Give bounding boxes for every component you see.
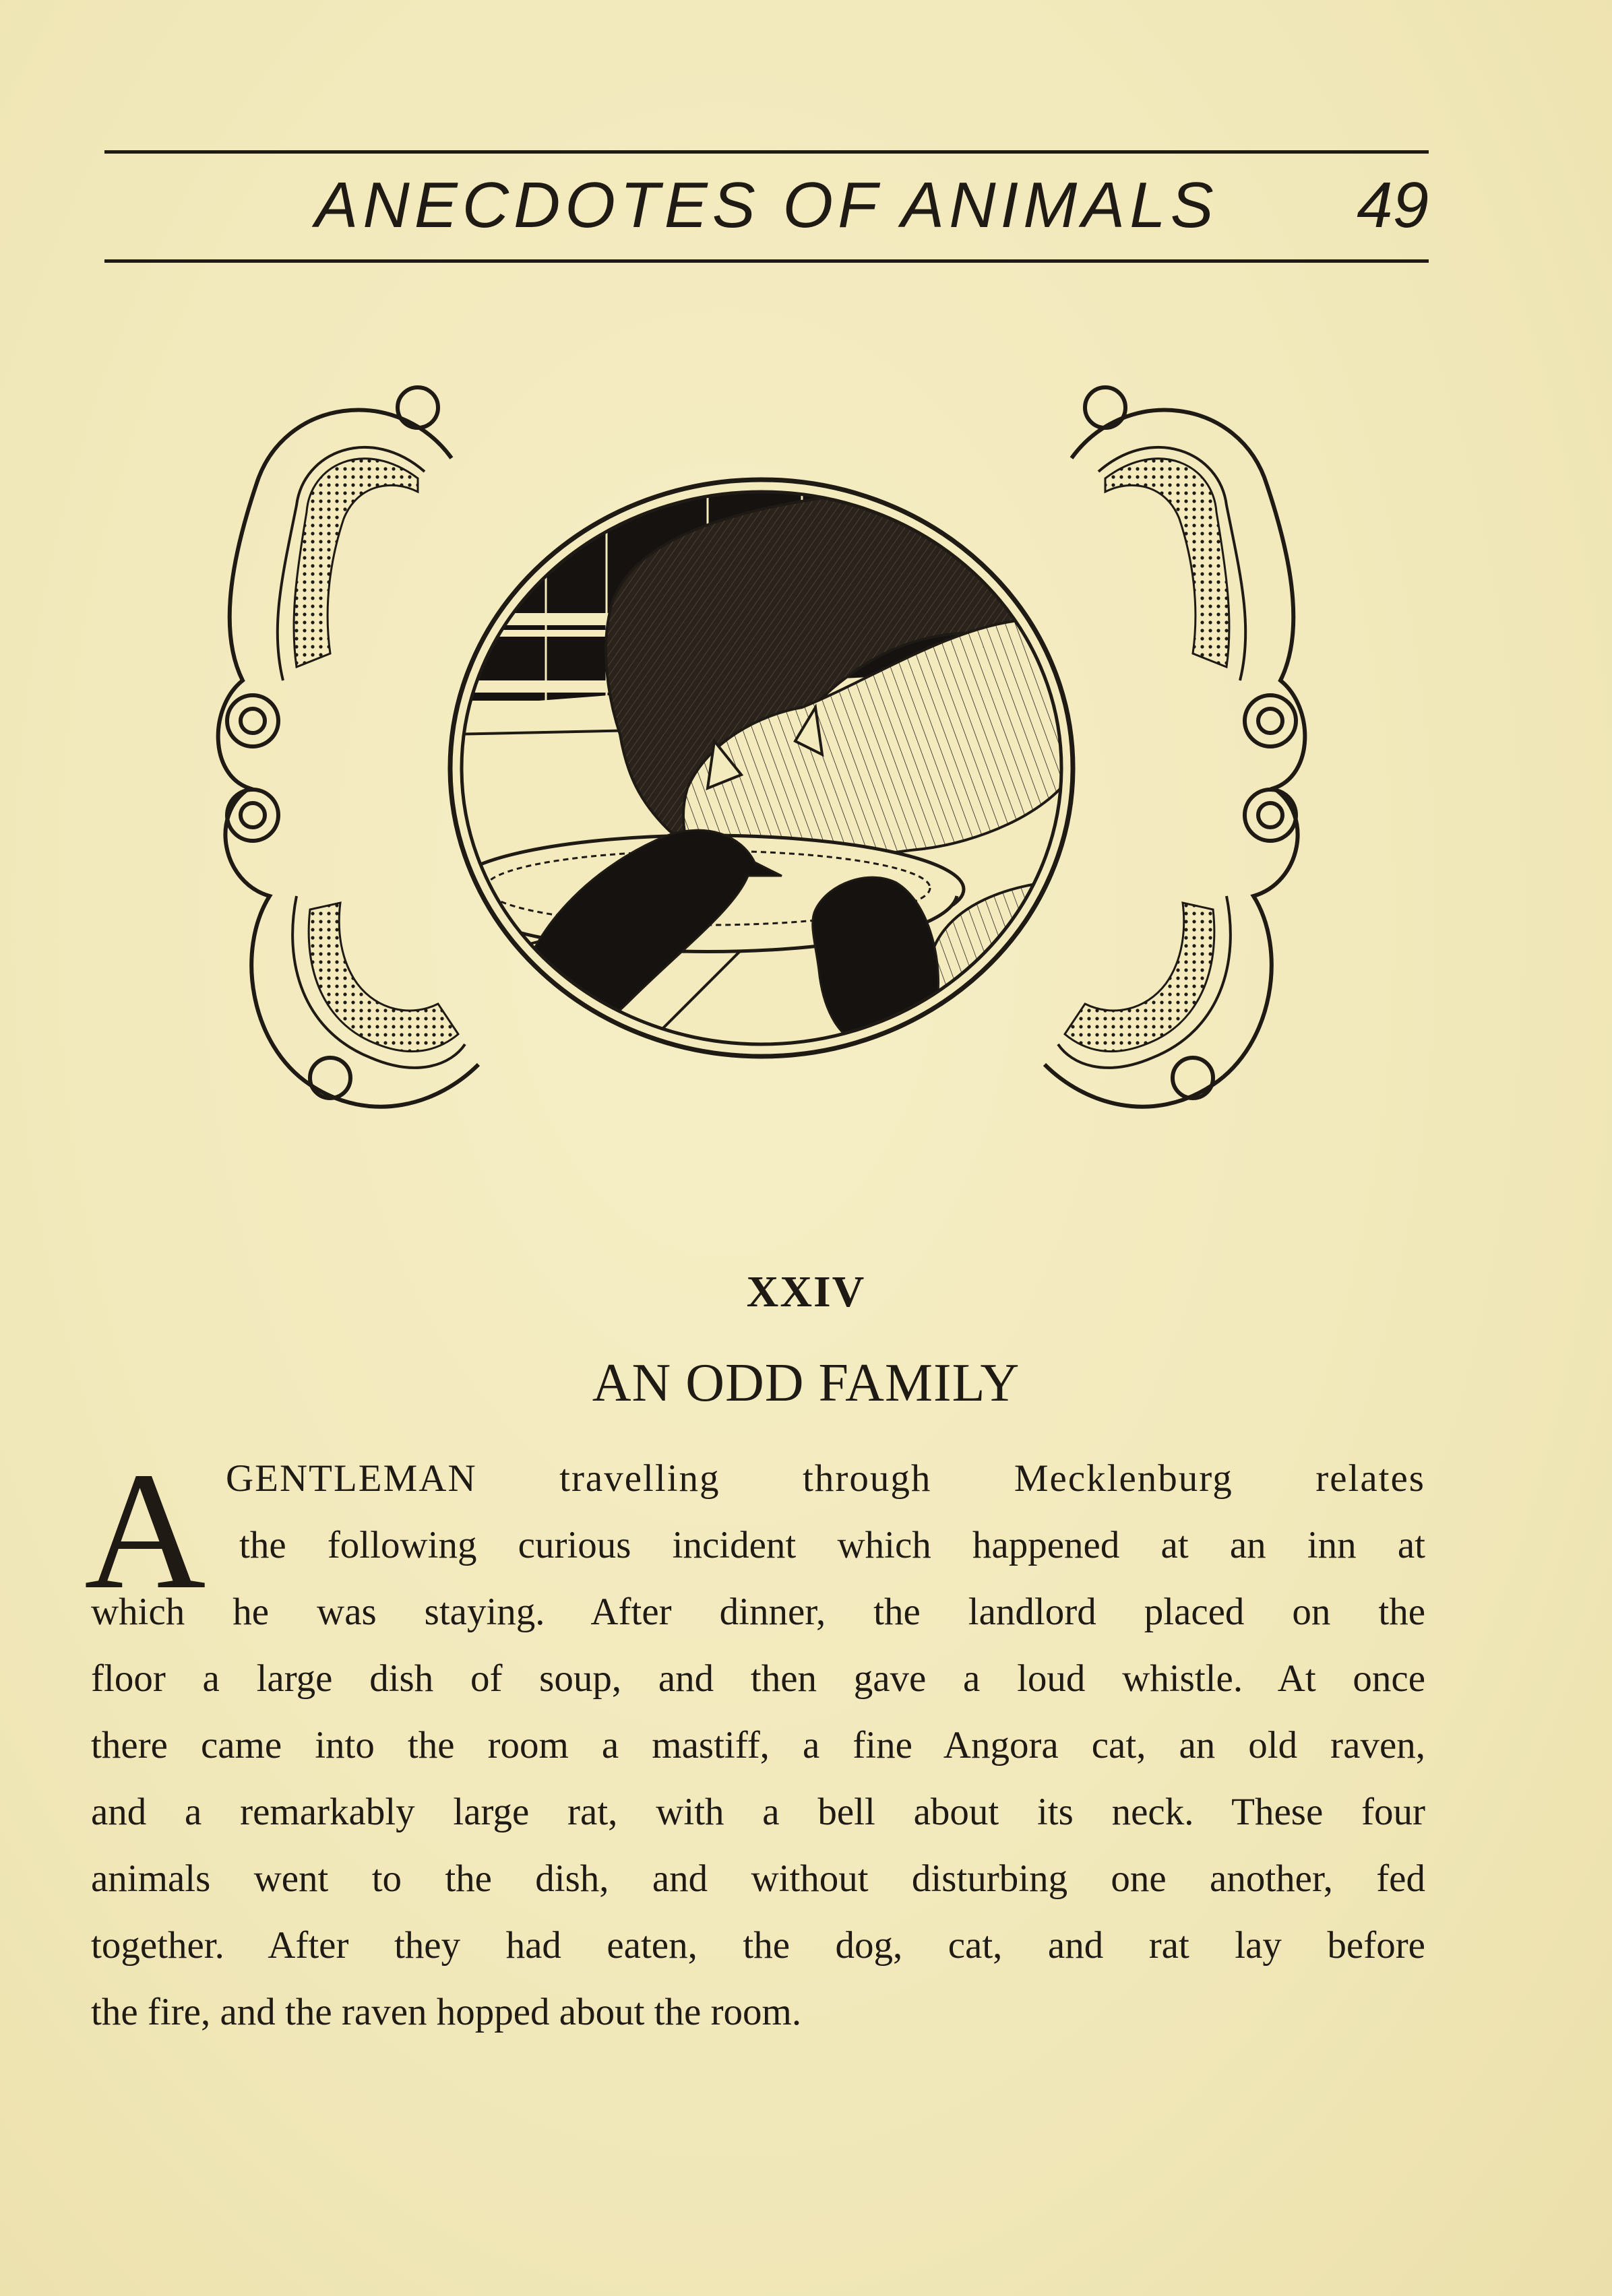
running-title: ANECDOTES OF ANIMALS — [315, 169, 1218, 241]
body-line: and a remarkably large rat, with a bell about its neck. These four — [91, 1791, 1425, 1833]
drop-cap: A — [84, 1438, 206, 1624]
header-top-rule — [104, 150, 1429, 154]
body-line: together. After they had eaten, the dog, cat, and rat lay before — [91, 1924, 1425, 1967]
chapter-number: XXIV — [746, 1267, 866, 1316]
illustration — [195, 303, 1328, 1246]
page-number: 49 — [1357, 169, 1429, 241]
body-line: GENTLEMAN travelling through Mecklenburg relates — [226, 1457, 1425, 1500]
body-line: which he was staying. After dinner, the landlord placed on the — [91, 1591, 1425, 1633]
running-head — [104, 168, 1429, 249]
body-line: floor a large dish of soup, and then gave a loud whistle. At once — [91, 1657, 1425, 1700]
body-line: there came into the room a mastiff, a fine Angora cat, an old raven, — [91, 1724, 1425, 1766]
header-bottom-rule — [104, 259, 1429, 263]
chapter-title: AN ODD FAMILY — [592, 1353, 1020, 1413]
body-line: the following curious incident which happened at an inn at — [239, 1524, 1425, 1566]
body-line: the fire, and the raven hopped about the room. — [91, 1991, 802, 2033]
body-line: animals went to the dish, and without disturbing one another, fed — [91, 1857, 1425, 1900]
